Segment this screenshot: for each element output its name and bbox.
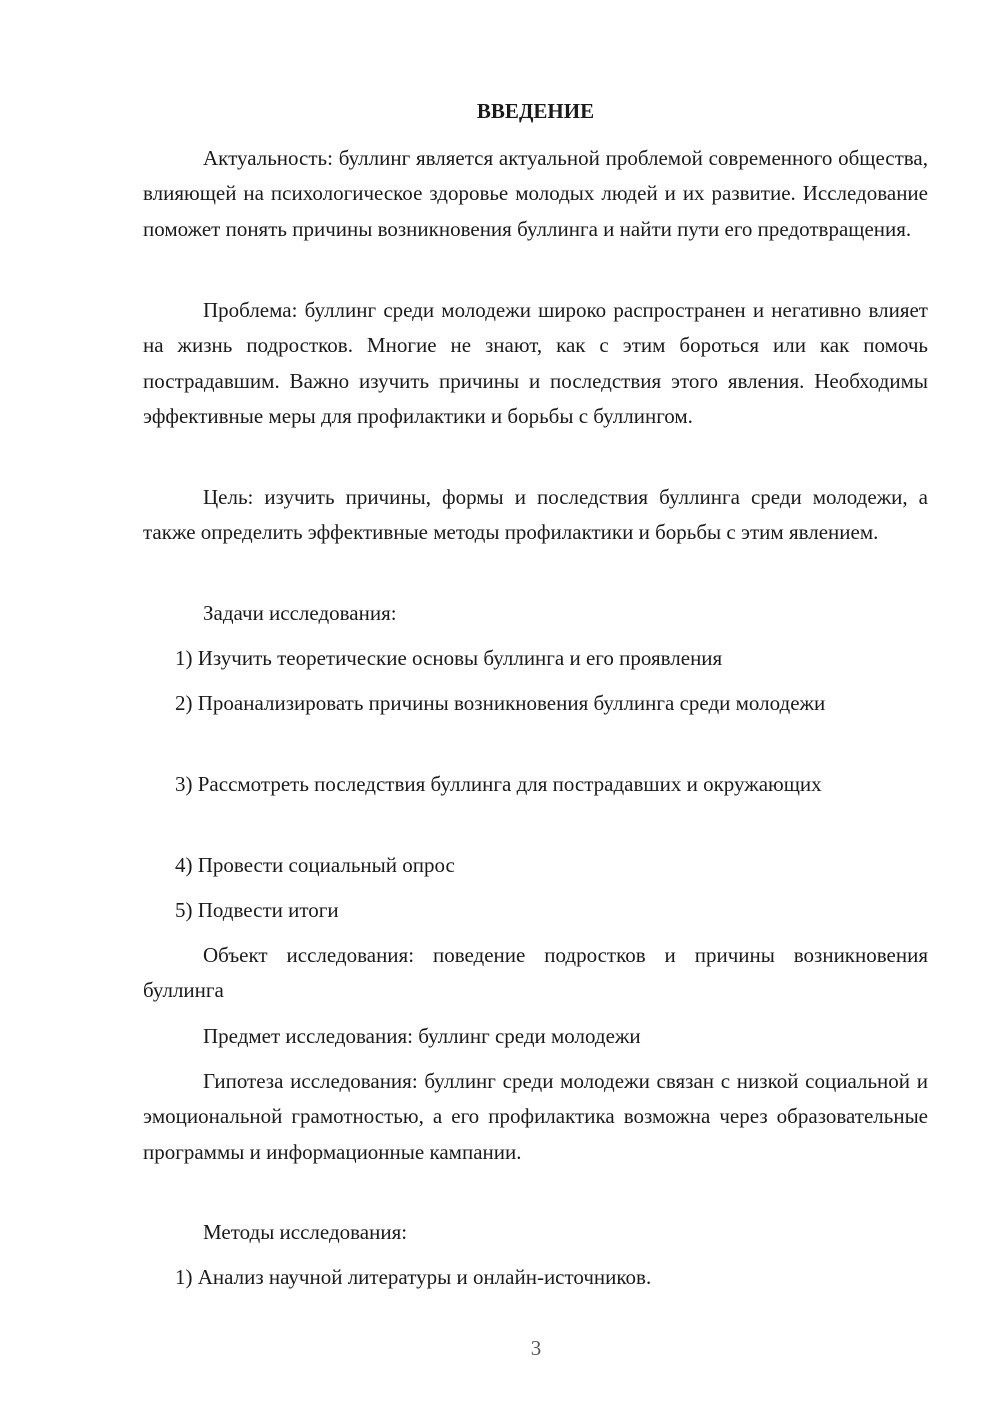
paragraph-tasks-heading: Задачи исследования:: [203, 601, 397, 625]
list-item-task-5: 5) Подвести итоги: [175, 898, 339, 922]
list-item-method-1: 1) Анализ научной литературы и онлайн-источников.: [175, 1265, 652, 1289]
paragraph-methods-heading: Методы исследования:: [203, 1220, 408, 1244]
paragraph-problem: Проблема: буллинг среди молодежи широко распространен и негативно влияет на жизнь подростков. Многие не знают, как с этим бороться или как помочь пострадавшим. Важно изучить причины и последствия этого явления. Необходимы эффективные меры для профилактики и борьбы с буллингом.: [143, 298, 928, 428]
paragraph-object: Объект исследования: поведение подростков и причины возникновения буллинга: [143, 943, 928, 1003]
paragraph-relevance: Актуальность: буллинг является актуальной проблемой современного общества, влияющей на психологическое здоровье молодых людей и их развитие. Исследование поможет понять причины возникновения буллинга и найти пути его предотвращения.: [143, 146, 928, 241]
list-item-task-1: 1) Изучить теоретические основы буллинга и его проявления: [175, 646, 723, 670]
page-number: 3: [530, 1336, 542, 1360]
paragraph-goal: Цель: изучить причины, формы и последствия буллинга среди молодежи, а также определить эффективные методы профилактики и борьбы с этим явлением.: [143, 485, 928, 545]
page-title: ВВЕДЕНИЕ: [476, 99, 595, 123]
list-item-task-3: 3) Рассмотреть последствия буллинга для пострадавших и окружающих: [175, 772, 822, 796]
paragraph-hypothesis: Гипотеза исследования: буллинг среди молодежи связан с низкой социальной и эмоциональной грамотностью, а его профилактика возможна через образовательные программы и информационные кампании.: [143, 1069, 928, 1164]
list-item-task-4: 4) Провести социальный опрос: [175, 853, 455, 877]
paragraph-subject: Предмет исследования: буллинг среди молодежи: [203, 1024, 641, 1048]
list-item-task-2: 2) Проанализировать причины возникновения буллинга среди молодежи: [175, 691, 826, 715]
